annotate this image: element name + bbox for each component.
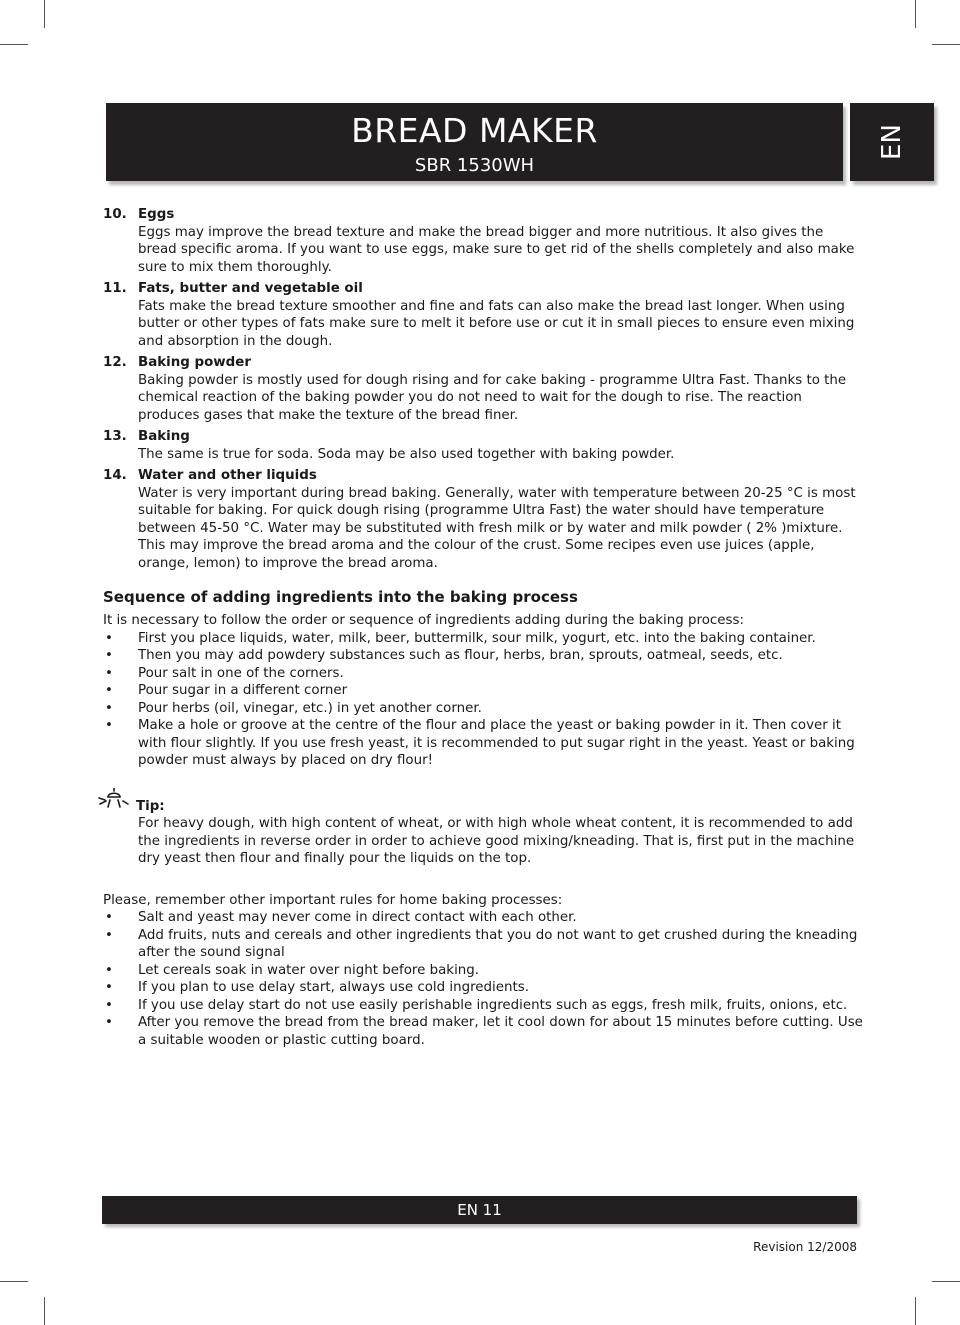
bullet-item (103, 717, 863, 770)
bullet-icon: • (105, 927, 113, 943)
bullet-icon: • (105, 997, 113, 1013)
numbered-item (103, 467, 863, 572)
bullet-item (103, 682, 863, 700)
bullet-icon: • (105, 665, 113, 681)
bullet-icon: • (105, 718, 113, 733)
tip-text: For heavy dough, with high content of wheat, or with high whole wheat content, it is recommended to add the ingredients in reverse order in order to achieve good mixing/kneading. That is, first put in the machine dry yeast then flour and finally pour the liquids on the top. (138, 816, 855, 866)
bullet-text: Pour salt in one of the corners. (138, 665, 344, 681)
item-title: Water and other liquids (138, 468, 317, 483)
tip-label: Tip: (136, 798, 165, 814)
item-number: 13. (103, 429, 127, 444)
bullet-text: After you remove the bread from the bread maker, let it cool down for about 15 minutes before cutting. Use a suitable wooden or plastic cutting board. (138, 1015, 863, 1048)
section-intro: It is necessary to follow the order or sequence of ingredients adding during the baking process: (103, 613, 744, 628)
bullet-item (103, 979, 863, 997)
language-tab (850, 103, 934, 181)
page-number: EN 11 (457, 1201, 502, 1219)
item-title: Baking powder (138, 355, 251, 370)
item-title: Eggs (138, 207, 175, 222)
bullet-text: First you place liquids, water, milk, beer, buttermilk, sour milk, yogurt, etc. into the baking container. (138, 630, 816, 646)
item-text: Fats make the bread texture smoother and fine and fats can also make the bread last longer. When using butter or other types of fats make sure to melt it before use or cut it in small pieces to ensure even mixing and absorption in the dough. (138, 298, 855, 349)
numbered-item (103, 206, 863, 276)
bullet-item (103, 665, 863, 683)
bullet-icon: • (105, 962, 113, 978)
crop-mark (0, 44, 28, 45)
crop-mark (44, 1297, 45, 1325)
numbered-item (103, 354, 863, 424)
bullet-icon: • (105, 648, 113, 663)
bullet-text: Add fruits, nuts and cereals and other ingredients that you do not want to get crushed during the kneading after the sound signal (138, 927, 858, 960)
bullet-icon: • (105, 683, 113, 698)
numbered-item (103, 280, 863, 350)
bullet-item (103, 997, 863, 1015)
crop-mark (932, 44, 960, 45)
bullet-item (103, 927, 863, 962)
model-number: SBR 1530WH (414, 155, 535, 176)
light-bulb-icon (97, 788, 131, 818)
bullet-text: Make a hole or groove at the centre of the flour and place the yeast or baking powder in it. Then cover it with flour slightly. If you use fresh yeast, it is recommended to put sugar right in the yeast. Yeast or baking powder must always by placed on dry flour! (138, 718, 855, 768)
crop-mark (915, 0, 916, 28)
crop-mark (0, 1281, 28, 1282)
bullet-item (103, 962, 863, 980)
bullet-text: If you use delay start do not use easily perishable ingredients such as eggs, fresh milk, fruits, onions, etc. (138, 997, 848, 1013)
revision-label: Revision 12/2008 (753, 1240, 857, 1254)
item-number: 14. (103, 468, 127, 483)
bullet-icon: • (105, 700, 113, 716)
item-text: Eggs may improve the bread texture and make the bread bigger and more nutritious. It also gives the bread specific aroma. If you want to use eggs, make sure to get rid of the shells completely and also make sure to mix them thoroughly. (138, 224, 855, 275)
bullet-text: Let cereals soak in water over night before baking. (138, 962, 480, 978)
bullet-icon: • (105, 980, 113, 995)
item-text: Baking powder is mostly used for dough rising and for cake baking - programme Ultra Fast. Thanks to the chemical reaction of the baking powder you do not need to wait for the dough to rise. The reaction produces gases that make the texture of the bread finer. (138, 372, 847, 423)
item-number: 12. (103, 355, 127, 370)
bullet-icon: • (105, 1015, 113, 1030)
rules-intro: Please, remember other important rules for home baking processes: (103, 892, 563, 908)
item-text: The same is true for soda. Soda may be also used together with baking powder. (138, 446, 675, 462)
bullet-text: Pour sugar in a different corner (138, 683, 348, 698)
item-title: Fats, butter and vegetable oil (138, 281, 363, 296)
language-label: EN (877, 124, 907, 160)
item-number: 11. (103, 281, 127, 296)
manual-content (103, 206, 863, 1049)
tip-block (103, 798, 863, 868)
bullet-item (103, 630, 863, 648)
bullet-text: Pour herbs (oil, vinegar, etc.) in yet another corner. (138, 700, 482, 716)
crop-mark (932, 1281, 960, 1282)
bullet-icon: • (105, 910, 113, 925)
section-heading: Sequence of adding ingredients into the baking process (103, 588, 578, 606)
bullet-icon: • (105, 630, 113, 646)
page-title: BREAD MAKER (351, 111, 598, 150)
item-text: Water is very important during bread baking. Generally, water with temperature between 20-25 °C is most suitable for baking. For quick dough rising (programme Ultra Fast) the water should have temperature between 45-50 °C. Water may be substituted with fresh milk or by water and milk powder ( 2% )mixture. This may improve the bread aroma and the colour of the crust. Some recipes even use juices (apple, orange, lemon) to improve the bread aroma. (138, 485, 856, 571)
footer-bar (102, 1196, 857, 1224)
header-bar (106, 103, 843, 181)
bullet-text: If you plan to use delay start, always use cold ingredients. (138, 980, 529, 995)
crop-mark (915, 1297, 916, 1325)
bullet-text: Then you may add powdery substances such as flour, herbs, bran, sprouts, oatmeal, seeds, etc. (138, 648, 783, 663)
item-number: 10. (103, 207, 127, 222)
numbered-item (103, 428, 863, 463)
bullet-item (103, 1014, 863, 1049)
bullet-text: Salt and yeast may never come in direct contact with each other. (138, 910, 577, 925)
bullet-item (103, 647, 863, 665)
bullet-item (103, 700, 863, 718)
crop-mark (44, 0, 45, 28)
item-title: Baking (138, 429, 190, 444)
bullet-item (103, 909, 863, 927)
